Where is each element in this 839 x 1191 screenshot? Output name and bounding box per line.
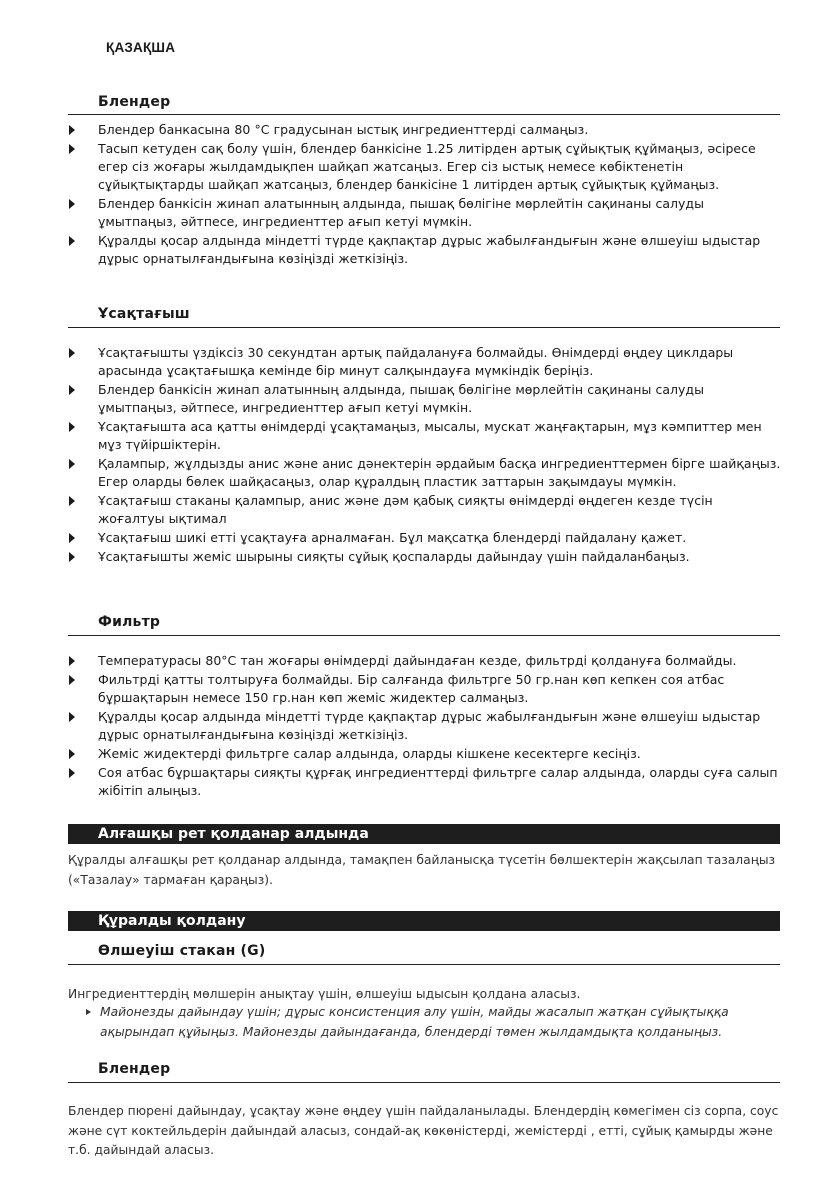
section-title-filter: Фильтр [98,614,161,630]
bullet-icon [69,552,75,562]
divider [68,635,780,636]
list-item: Ұсақтағыш шикі етті ұсақтауға арналмаған. Бұл мақсатқа блендерді пайдалану қажет. [68,529,782,547]
list-item: Ұсақтағышта аса қатты өнімдерді ұсақтамаңыз, мысалы, мускат жаңғақтарын, мұз кәмпиттер мен мұз түйіршіктерін. [68,418,782,454]
list-item: Ұсақтағышты үздіксіз 30 секундтан артық пайдалануға болмайды. Өнімдерді өңдеу циклдары арасында ұсақтағышқа кемінде бір минут салқындауға мүмкіндік беріңіз. [68,344,782,380]
filter-warnings-list [68,652,782,801]
bullet-icon [69,533,75,543]
bullet-icon [69,675,75,685]
chopper-warnings-list [68,344,782,567]
bullet-icon [69,459,75,469]
list-item: Блендер банкісін жинап алатынның алдында, пышақ бөлігіне мөрлейтін сақинаны салуды ұмытпаңыз, әйтпесе, ингредиенттер ағып кетуі мүмкін. [68,381,782,417]
bullet-icon [69,144,75,154]
section-bar-before-first-use: Алғашқы рет қолданар алдында [68,824,780,844]
bullet-icon [69,496,75,506]
list-item: Блендер банкісін жинап алатынның алдында, пышақ бөлігіне мөрлейтін сақинаны салуды ұмытпаңыз, әйтпесе, ингредиенттер ағып кетуі мүмкін. [68,195,782,231]
list-item: Соя атбас бұршақтары сияқты құрғақ ингредиенттерді фильтрге салар алдында, оларды суға салып жібітіп алыңыз. [68,764,782,800]
bullet-icon [69,768,75,778]
list-item: Құралды қосар алдында міндетті түрде қақпақтар дұрыс жабылғандығын және өлшеуіш ыдыстар дұрыс орнатылғандығына көзіңізді жеткізіңіз. [68,232,782,268]
bullet-icon [69,385,75,395]
divider [68,114,780,115]
bullet-icon [69,712,75,722]
list-item: Ұсақтағышты жеміс шырыны сияқты сұйық қоспаларды дайындау үшін пайдаланбаңыз. [68,548,782,566]
subsection-title-measuring-cup: Өлшеуіш стакан (G) [98,943,266,959]
bullet-icon [69,236,75,246]
bullet-icon [69,199,75,209]
divider [68,1082,780,1083]
mayonnaise-tip: Майонезды дайындау үшін; дұрыс консистенция алу үшін, майды жасалып жатқан сұйықтыққа ақырындап құйыңыз. Майонезды дайындағанда, блендерді төмен жылдамдықта қолданыңыз. [84,1003,784,1042]
divider [68,964,780,965]
blender-usage-text: Блендер пюрені дайындау, ұсақтау және өңдеу үшін пайдаланылады. Блендердің көмегімен сіз сорпа, соус және сүт коктейльдерін дайындай аласыз, сондай-ақ көкөністерді, жемістерді , етті, сұйық қамырды және т.б. дайындай аласыз. [68,1104,779,1157]
bullet-icon [69,749,75,759]
list-item: Блендер банкасына 80 °C градусынан ыстық ингредиенттерді салмаңыз. [68,121,782,139]
language-label: ҚАЗАҚША [106,40,176,55]
divider [68,327,780,328]
section-bar-using-appliance: Құралды қолдану [68,911,780,931]
list-item: Тасып кетуден сақ болу үшін, блендер банкісіне 1.25 литірден артық сұйықтық құймаңыз, әсіресе егер сіз жоғары жылдамдықпен шайқап жатсаңыз. Егер сіз ыстық немесе көбіктенетін сұйықтықтарды шайқап жатсаңыз, блендер банкісіне 1 литірден артық сұйықтық құймаңыз. [68,140,782,194]
list-item: Фильтрді қатты толтыруға болмайды. Бір салғанда фильтрге 50 гр.нан көп кепкен соя атбас бұршақтарын немесе 150 гр.нан көп жеміс жидектер салмаңыз. [68,671,782,707]
bullet-icon [69,656,75,666]
list-item: Қалампыр, жұлдызды анис және анис дәнектерін әрдайым басқа ингредиенттермен бірге шайқаңыз. Егер оларды бөлек шайқасаңыз, олар құралдың пластик заттарын зақымдауы мүмкін. [68,455,782,491]
list-item: Ұсақтағыш стаканы қалампыр, анис және дәм қабық сияқты өнімдерді өңдеген кезде түсін жоғалтуы ықтимал [68,492,782,528]
blender-warnings-list [68,121,782,269]
tip-bullet-icon [86,1009,91,1015]
list-item: Құралды қосар алдында міндетті түрде қақпақтар дұрыс жабылғандығын және өлшеуіш ыдыстар дұрыс орнатылғандығына көзіңізді жеткізіңіз. [68,708,782,744]
section-title-blender: Блендер [98,94,171,110]
list-item: Жеміс жидектерді фильтрге салар алдында, оларды кішкене кесектерге кесіңіз. [68,745,782,763]
measuring-cup-text: Ингредиенттердің мөлшерін анықтау үшін, өлшеуіш ыдысын қолдана аласыз. [68,987,581,1001]
bullet-icon [69,125,75,135]
section-title-chopper: Ұсақтағыш [98,306,190,322]
bullet-icon [69,348,75,358]
subsection-title-blender: Блендер [98,1061,171,1077]
bullet-icon [69,422,75,432]
list-item: Температурасы 80°C тан жоғары өнімдерді дайындаған кезде, фильтрді қолдануға болмайды. [68,652,782,670]
before-first-use-text: Құралды алғашқы рет қолданар алдында, тамақпен байланысқа түсетін бөлшектерін жақсылап тазалаңыз («Тазалау» тармаған қараңыз). [68,853,776,887]
